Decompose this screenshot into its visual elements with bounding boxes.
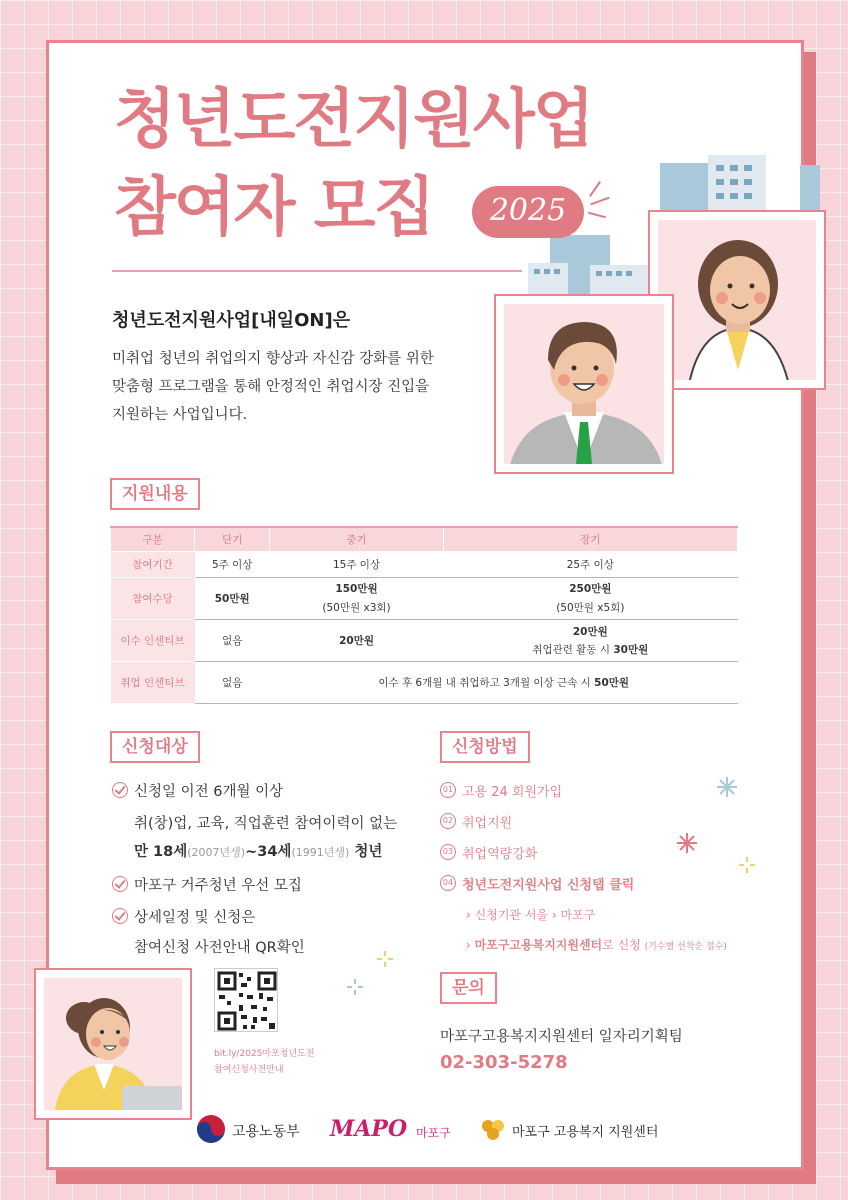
chevron-right-icon: › xyxy=(551,908,561,922)
age-max: ~34세 xyxy=(245,844,292,860)
step-number: 01 xyxy=(440,782,456,798)
cell-amount: 50만원 xyxy=(214,592,250,605)
intro-line: 미취업 청년의 취업의지 향상과 자신감 강화를 위한 xyxy=(112,351,434,367)
qr-link[interactable]: bit.ly/2025마포청년도전 xyxy=(214,1049,315,1059)
center-logo-text: 마포구 고용복지 지원센터 xyxy=(512,1125,659,1140)
path-rest: 로 신청 xyxy=(602,938,641,952)
cell-text: 이수 후 6개월 내 취업하고 3개월 이상 근속 시 xyxy=(378,676,595,689)
table-cell xyxy=(443,577,737,619)
step-number: 02 xyxy=(440,813,456,829)
path-center-name: 마포구고용복지지원센터 xyxy=(474,938,603,952)
apply-step: 취업지원 xyxy=(462,816,513,831)
eligibility-item: 신청일 이전 6개월 이상 xyxy=(134,784,284,800)
path-item: 마포구 xyxy=(560,908,596,922)
contact-phone[interactable]: 02-303-5278 xyxy=(440,1052,568,1073)
sparkle-icon xyxy=(738,856,756,874)
man-portrait-illustration xyxy=(504,304,664,464)
row-label-period: 참여기간 xyxy=(111,551,195,577)
ministry-logo-text: 고용노동부 xyxy=(232,1124,300,1140)
contact-section-label: 문의 xyxy=(440,972,497,1004)
eligibility-item: 상세일정 및 신청은 xyxy=(134,910,256,926)
eligibility-item-detail: 참여신청 사전안내 QR확인 xyxy=(134,940,305,956)
step-number: 04 xyxy=(440,875,456,891)
table-cell: 5주 이상 xyxy=(195,551,270,577)
year-badge: 2025 xyxy=(472,186,584,238)
apply-step: 고용 24 회원가입 xyxy=(462,785,563,800)
woman-laptop-illustration xyxy=(44,978,182,1110)
intro-line: 맞춤형 프로그램을 통해 안정적인 취업시장 진입을 xyxy=(112,379,430,395)
eligibility-section-label: 신청대상 xyxy=(110,731,200,763)
check-circle-icon xyxy=(112,782,128,798)
step-number: 03 xyxy=(440,844,456,860)
intro-line: 지원하는 사업입니다. xyxy=(112,407,248,423)
table-cell xyxy=(443,619,737,661)
title-divider xyxy=(112,270,522,272)
poster-title-line1: 청년도전지원사업 xyxy=(114,83,593,157)
cell-amount: 150만원 xyxy=(335,583,378,595)
poster-title-line2: 참여자 모집 xyxy=(114,171,434,245)
qr-caption: 참여신청사전안내 xyxy=(214,1065,284,1075)
row-label-completion: 이수 인센티브 xyxy=(111,619,195,661)
table-row xyxy=(111,577,738,619)
apply-section-label: 신청방법 xyxy=(440,731,530,763)
intro-title: 청년도전지원사업[내일ON]은 xyxy=(112,310,351,331)
table-cell: 없음 xyxy=(195,661,270,703)
mapo-logo-mark: MAPO xyxy=(330,1116,408,1142)
table-cell: 없음 xyxy=(195,619,270,661)
cell-sub: 취업관련 활동 시 xyxy=(532,643,614,656)
mapo-logo-text: 마포구 xyxy=(416,1126,451,1140)
chevron-right-icon: › xyxy=(466,908,471,922)
cell-amount: 50만원 xyxy=(594,676,630,689)
table-row xyxy=(111,619,738,661)
row-label-allowance: 참여수당 xyxy=(111,577,195,619)
eligibility-item: 마포구 거주청년 우선 모집 xyxy=(134,878,302,894)
woman-portrait-illustration xyxy=(658,220,816,380)
photo-frame-woman xyxy=(648,210,826,390)
age-min: 만 18세 xyxy=(134,844,188,860)
table-row xyxy=(111,661,738,703)
table-cell: 25주 이상 xyxy=(443,551,737,577)
chevron-right-icon: › xyxy=(466,938,471,952)
apply-path-1 xyxy=(466,906,595,923)
apply-step: 취업역량강화 xyxy=(462,847,538,862)
apply-path-2 xyxy=(466,936,727,953)
cell-amount: 250만원 xyxy=(569,583,612,595)
table-header-cell: 장기 xyxy=(443,527,737,551)
table-row xyxy=(111,551,738,577)
cell-sub: (50만원 x3회) xyxy=(322,602,391,614)
table-header-cell: 중기 xyxy=(270,527,443,551)
photo-frame-man xyxy=(494,294,674,474)
support-section-label: 지원내용 xyxy=(110,478,200,510)
age-suffix: 청년 xyxy=(349,844,383,860)
ministry-logo-icon xyxy=(196,1114,226,1144)
table-cell xyxy=(270,577,443,619)
cell-amount: 20만원 xyxy=(572,625,608,638)
photo-frame-woman-laptop xyxy=(34,968,192,1120)
check-circle-icon xyxy=(112,876,128,892)
qr-code[interactable] xyxy=(214,968,278,1032)
table-cell xyxy=(195,577,270,619)
cell-amount: 30만원 xyxy=(613,643,649,656)
sparkle-icon xyxy=(676,832,698,854)
cell-amount: 20만원 xyxy=(339,634,374,647)
table-header-cell: 구분 xyxy=(111,527,195,551)
table-header-cell: 단기 xyxy=(195,527,270,551)
table-cell xyxy=(270,619,443,661)
center-logo-icon xyxy=(478,1114,508,1144)
table-cell-merged xyxy=(270,661,738,703)
age-max-year: (1991년생) xyxy=(291,846,350,859)
cell-sub: (50만원 x5회) xyxy=(556,602,625,614)
check-circle-icon xyxy=(112,908,128,924)
apply-step: 청년도전지원사업 신청탭 클릭 xyxy=(462,878,635,893)
sparkle-icon xyxy=(716,776,738,798)
contact-organization: 마포구고용복지지원센터 일자리기획팀 xyxy=(440,1029,683,1045)
row-label-employment: 취업 인센티브 xyxy=(111,661,195,703)
eligibility-age xyxy=(134,840,382,861)
support-table xyxy=(110,526,738,704)
table-cell: 15주 이상 xyxy=(270,551,443,577)
path-item: 신청기관 서울 xyxy=(474,908,549,922)
eligibility-item-detail: 취(창)업, 교육, 직업훈련 참여이력이 없는 xyxy=(134,816,398,832)
path-note: (기수별 선착순 접수) xyxy=(644,942,727,952)
sparkle-icon xyxy=(346,978,364,996)
table-header-row xyxy=(111,527,738,551)
age-min-year: (2007년생) xyxy=(187,846,246,859)
sparkle-icon xyxy=(376,950,394,968)
